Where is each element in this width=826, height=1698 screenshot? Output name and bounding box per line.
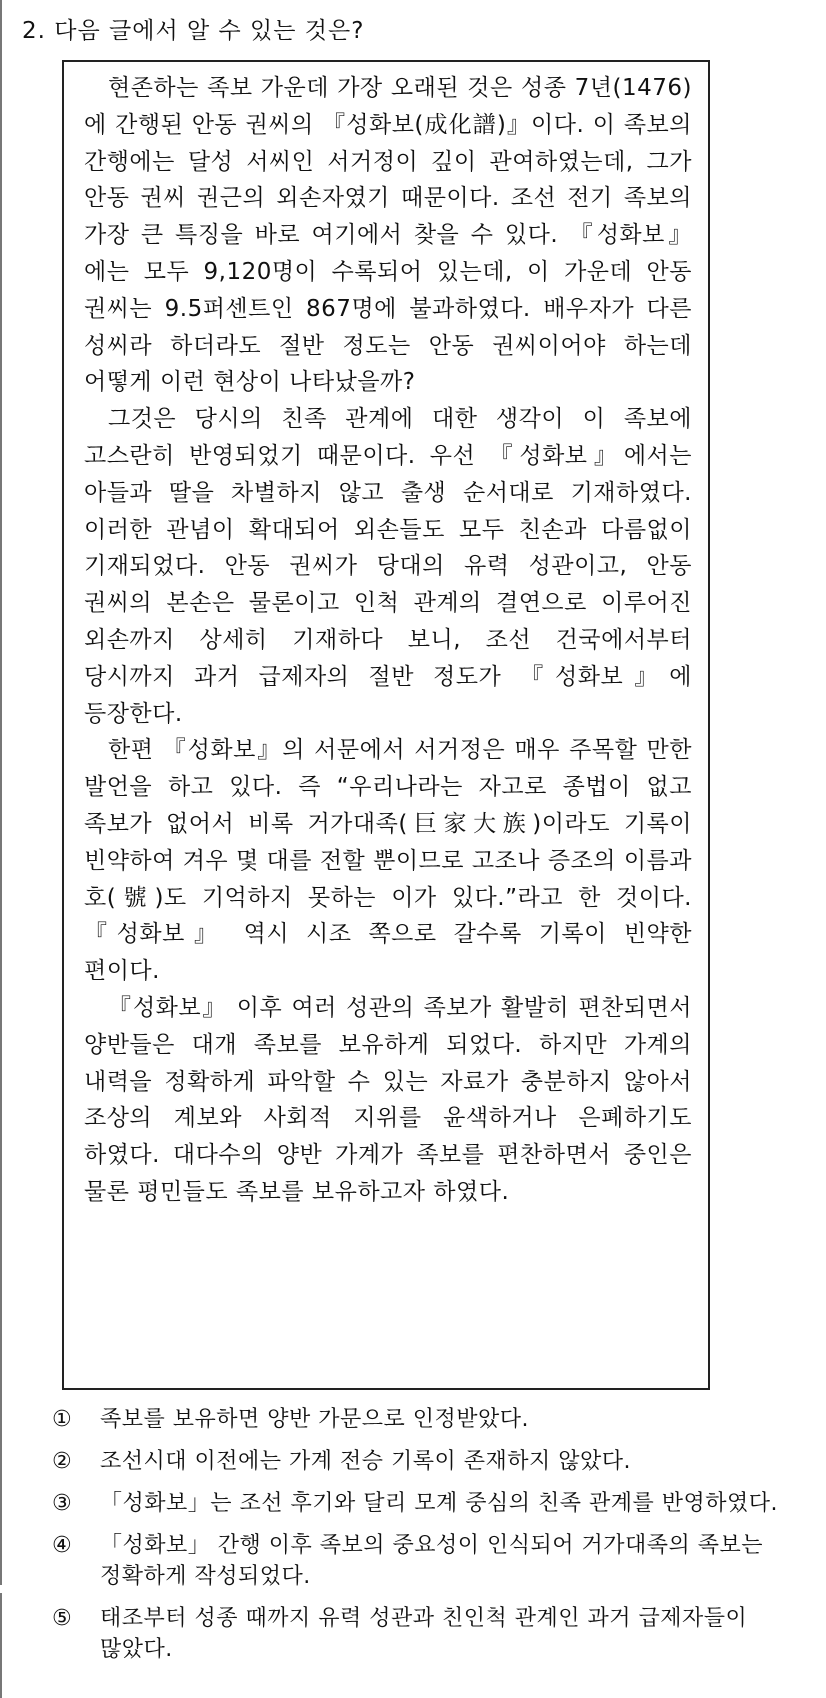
choice-3[interactable] (52, 1488, 792, 1519)
choice-number: ① (52, 1407, 73, 1432)
choice-number: ② (52, 1449, 73, 1474)
choice-4[interactable] (52, 1530, 792, 1592)
choice-number: ⑤ (52, 1606, 73, 1631)
left-margin-rule (0, 0, 2, 1698)
choice-text: 「성화보」 간행 이후 족보의 중요성이 인식되어 거가대족의 족보는 정확하게 작성되었다. (100, 1533, 764, 1589)
passage-box (62, 60, 710, 1390)
choice-number: ③ (52, 1491, 73, 1516)
passage-paragraph-3: 한편 『성화보』의 서문에서 서거정은 매우 주목할 만한 발언을 하고 있다. 즉 “우리나라는 자고로 종법이 없고 족보가 없어서 비록 거가대족(巨家大族)이라도 기록이 빈약하여 겨우 몇 대를 전할 뿐이므로 고조나 증조의 이름과 호(號)도 기억하지 못하는 이가 있다.”라고 한 것이다. 『성화보』 역시 시조 쪽으로 갈수록 기록이 빈약한 편이다. (84, 737, 692, 985)
choice-1[interactable] (52, 1404, 792, 1435)
choice-text: 태조부터 성종 때까지 유력 성관과 친인척 관계인 과거 급제자들이 많았다. (100, 1606, 748, 1662)
margin-rule-gap (0, 1585, 2, 1593)
question-title: 2. 다음 글에서 알 수 있는 것은? (22, 18, 365, 44)
answer-choices (52, 1404, 792, 1676)
passage-paragraph-1: 현존하는 족보 가운데 가장 오래된 것은 성종 7년(1476)에 간행된 안동 권씨의 『성화보(成化譜)』이다. 이 족보의 간행에는 달성 서씨인 서거정이 깊이 관여하였는데, 그가 안동 권씨 권근의 외손자였기 때문이다. 조선 전기 족보의 가장 큰 특징을 바로 여기에서 찾을 수 있다. 『성화보』에는 모두 9,120명이 수록되어 있는데, 이 가운데 안동 권씨는 9.5퍼센트인 867명에 불과하였다. 배우자가 다른 성씨라 하더라도 절반 정도는 안동 권씨이어야 하는데 어떻게 이런 현상이 나타났을까? (84, 75, 692, 396)
choice-text: 「성화보」는 조선 후기와 달리 모계 중심의 친족 관계를 반영하였다. (100, 1491, 778, 1516)
choice-2[interactable] (52, 1446, 792, 1477)
choice-5[interactable] (52, 1603, 792, 1665)
passage-paragraph-2: 그것은 당시의 친족 관계에 대한 생각이 이 족보에 고스란히 반영되었기 때문이다. 우선 『성화보』에서는 아들과 딸을 차별하지 않고 출생 순서대로 기재하였다. 이러한 관념이 확대되어 외손들도 모두 친손과 다름없이 기재되었다. 안동 권씨가 당대의 유력 성관이고, 안동 권씨의 본손은 물론이고 인척 관계의 결연으로 이루어진 외손까지 상세히 기재하다 보니, 조선 건국에서부터 당시까지 과거 급제자의 절반 정도가 『성화보』에 등장한다. (84, 406, 692, 727)
passage-paragraph-4: 『성화보』 이후 여러 성관의 족보가 활발히 편찬되면서 양반들은 대개 족보를 보유하게 되었다. 하지만 가계의 내력을 정확하게 파악할 수 있는 자료가 충분하지 않아서 조상의 계보와 사회적 지위를 윤색하거나 은폐하기도 하였다. 대다수의 양반 가계가 족보를 편찬하면서 중인은 물론 평민들도 족보를 보유하고자 하였다. (84, 994, 692, 1205)
choice-text: 족보를 보유하면 양반 가문으로 인정받았다. (100, 1407, 530, 1432)
choice-number: ④ (52, 1533, 73, 1558)
choice-text: 조선시대 이전에는 가계 전승 기록이 존재하지 않았다. (100, 1449, 631, 1474)
